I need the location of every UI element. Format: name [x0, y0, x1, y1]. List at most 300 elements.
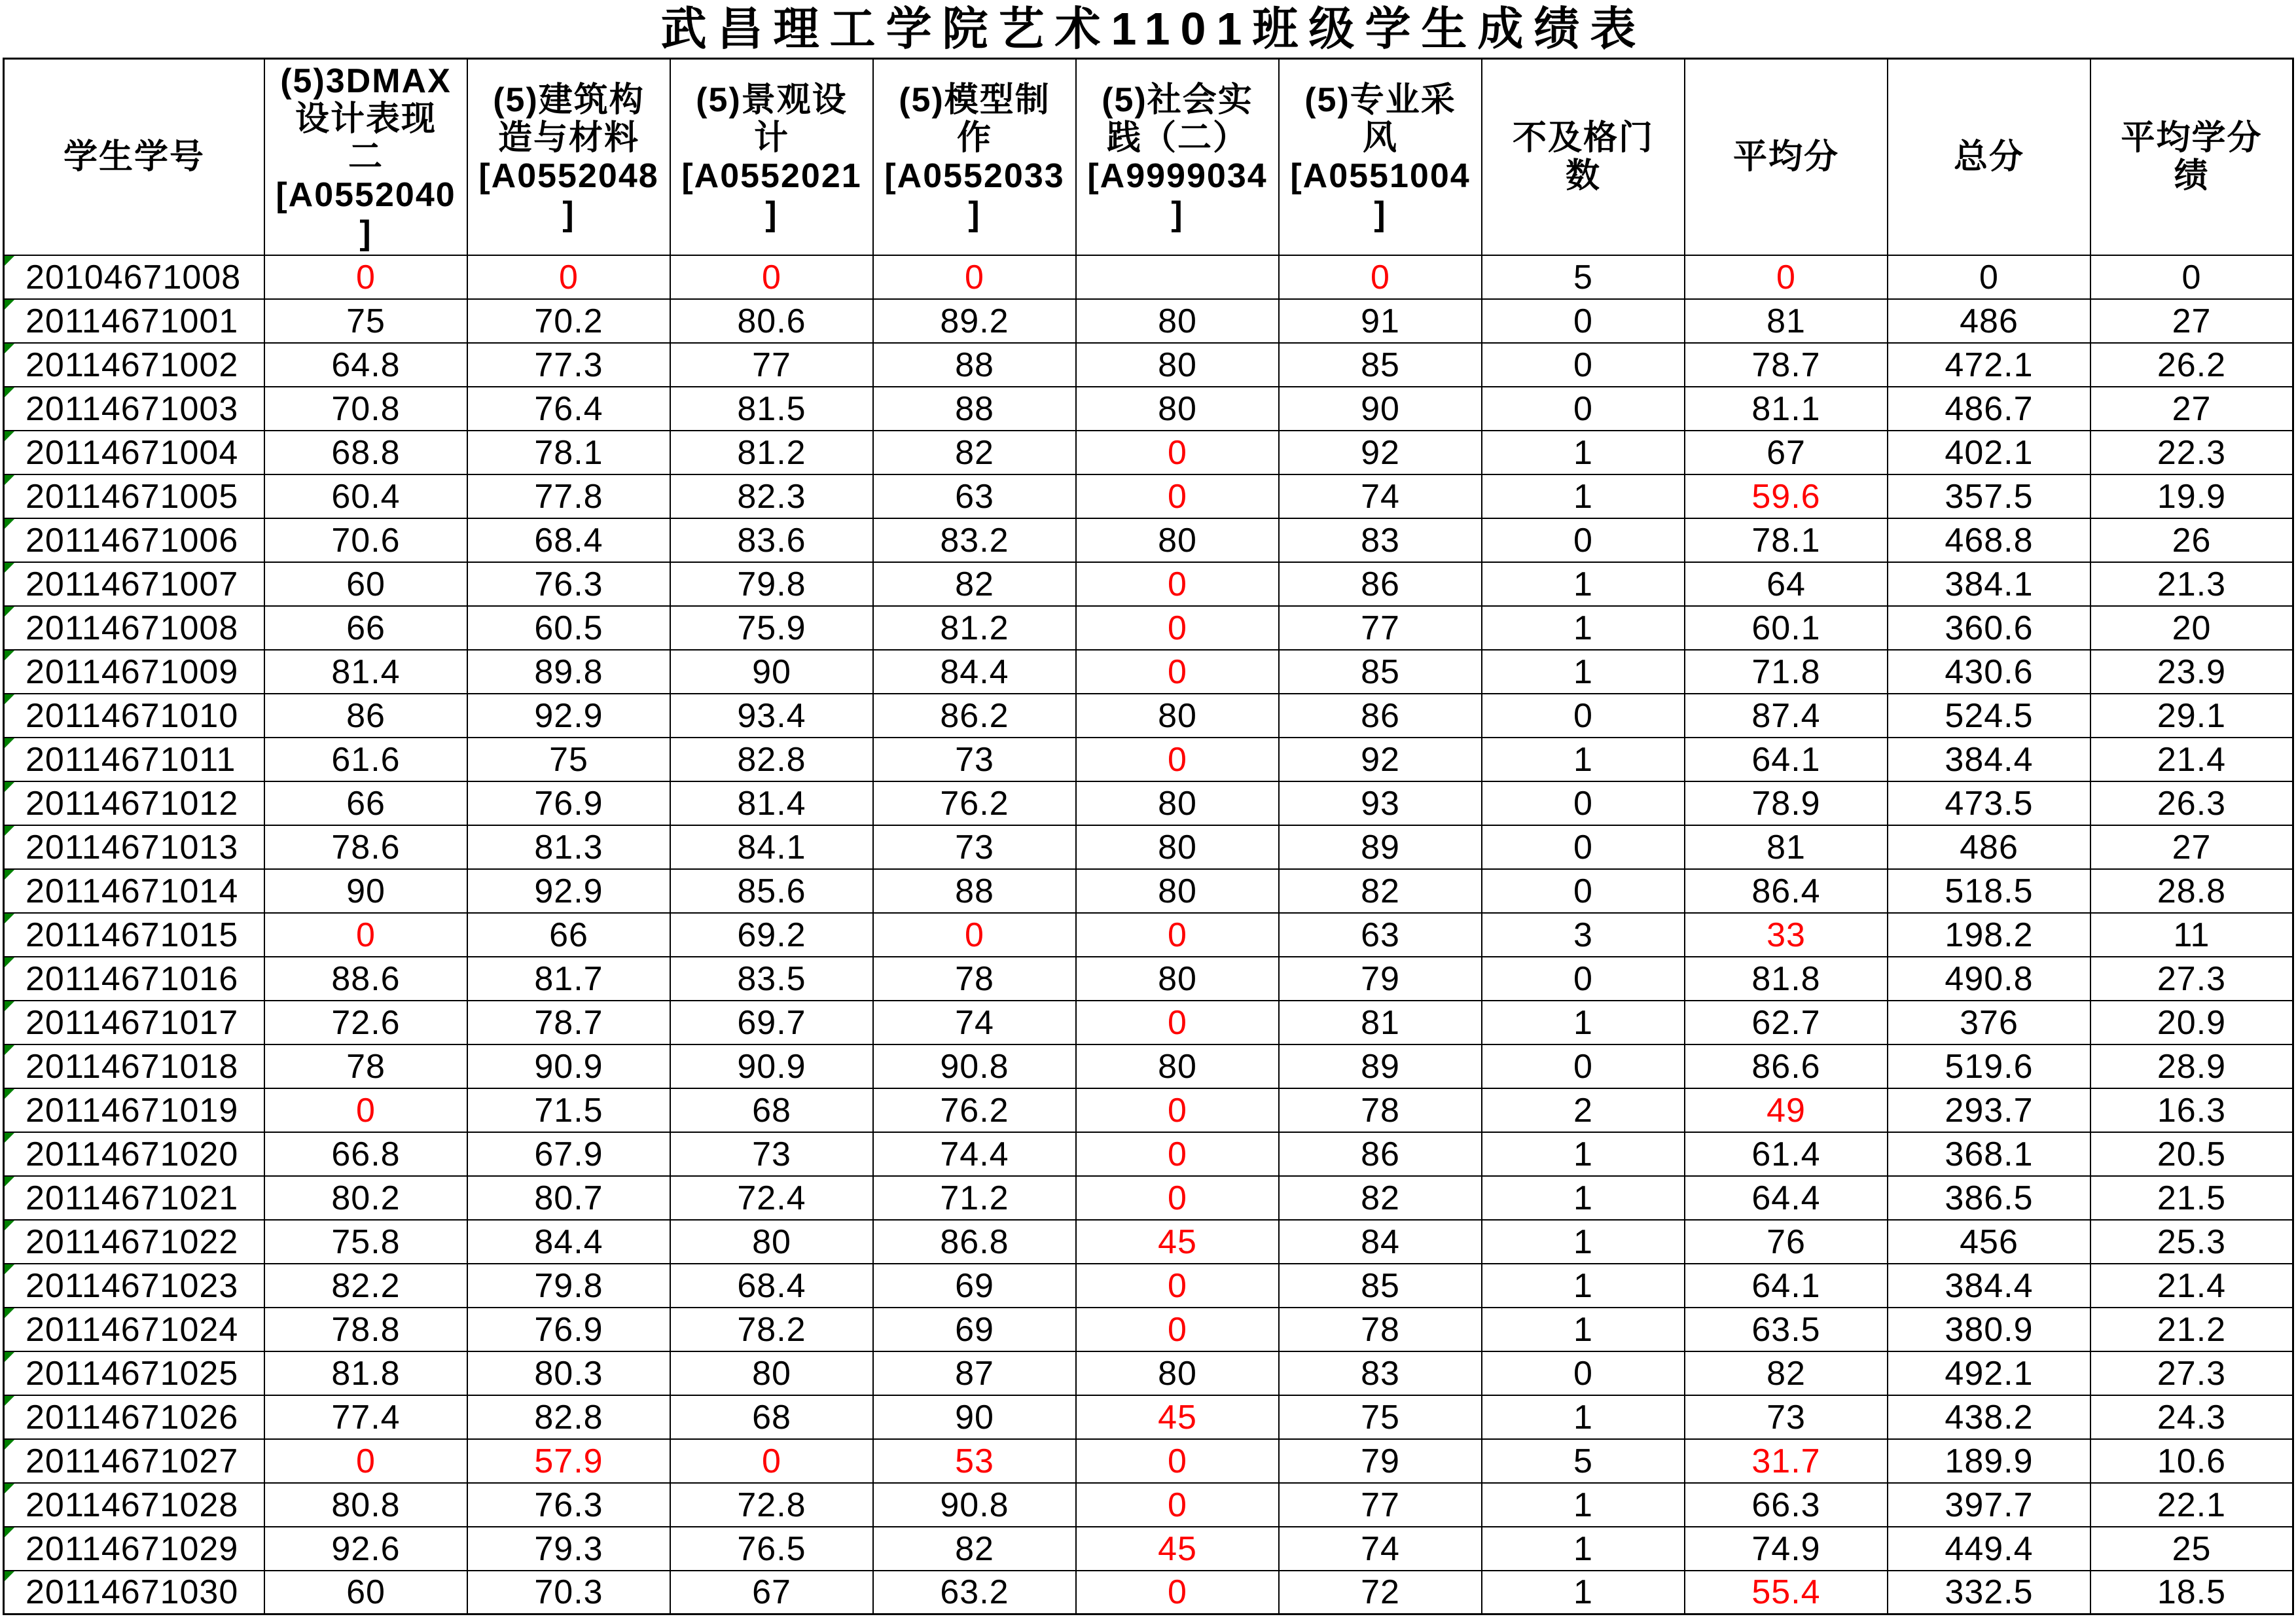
student-id-cell: [5, 1308, 265, 1352]
student-id-value: 20114671006: [26, 521, 239, 560]
3dmax-design-score-cell: [265, 1352, 468, 1396]
failed-course-count-cell: [1482, 387, 1685, 431]
3dmax-design-score-value: 61.6: [331, 740, 401, 779]
building-construction-score-cell: [468, 1221, 671, 1264]
average-score-value: 64.4: [1751, 1179, 1821, 1217]
building-construction-score-value: 68.4: [534, 521, 603, 560]
failed-course-count-value: 1: [1573, 1310, 1593, 1349]
social-practice-score-value: 80: [1158, 521, 1197, 560]
total-score-value: 468.8: [1945, 521, 2034, 560]
social-practice-score-value: 80: [1158, 302, 1197, 340]
social-practice-score-value: 45: [1158, 1529, 1197, 1568]
model-making-score-value: 74: [955, 1003, 994, 1042]
student-id-cell: [5, 475, 265, 519]
number-stored-as-text-indicator-icon: [5, 1221, 14, 1230]
failed-course-count-value: 1: [1573, 1398, 1593, 1436]
header-label-line: 总分: [1953, 138, 2024, 176]
average-score-value: 60.1: [1751, 609, 1821, 647]
social-practice-score-cell: [1077, 1352, 1280, 1396]
building-construction-score-cell: [468, 1396, 671, 1440]
average-credit-gpa-value: 27: [2172, 302, 2212, 340]
total-score-cell: [1888, 1396, 2091, 1440]
landscape-design-score-cell: [671, 475, 874, 519]
number-stored-as-text-indicator-icon: [5, 1001, 14, 1011]
3dmax-design-score-cell: [265, 1133, 468, 1177]
social-practice-score-value: 80: [1158, 1047, 1197, 1086]
3dmax-design-score-value: 0: [356, 1442, 376, 1480]
student-id-cell: [5, 1440, 265, 1484]
field-sketching-score-cell: [1280, 1352, 1482, 1396]
header-field-sketching: [1280, 60, 1482, 256]
failed-course-count-value: 0: [1573, 696, 1593, 735]
model-making-score-value: 63.2: [940, 1573, 1009, 1611]
average-score-cell: [1685, 563, 1888, 607]
average-score-cell: [1685, 431, 1888, 475]
failed-course-count-cell: [1482, 1308, 1685, 1352]
header-label-line: 数: [1565, 157, 1601, 195]
average-credit-gpa-value: 18.5: [2157, 1573, 2227, 1611]
total-score-cell: [1888, 1571, 2091, 1615]
average-credit-gpa-value: 21.4: [2157, 740, 2227, 779]
average-credit-gpa-value: 26.3: [2157, 784, 2227, 823]
3dmax-design-score-value: 86: [346, 696, 386, 735]
landscape-design-score-cell: [671, 914, 874, 957]
number-stored-as-text-indicator-icon: [5, 563, 14, 573]
failed-course-count-cell: [1482, 694, 1685, 738]
average-credit-gpa-value: 27: [2172, 389, 2212, 428]
landscape-design-score-value: 81.5: [737, 389, 806, 428]
model-making-score-cell: [874, 1308, 1077, 1352]
student-id-value: 20114671003: [26, 389, 239, 428]
average-score-cell: [1685, 256, 1888, 300]
total-score-value: 384.1: [1945, 565, 2034, 603]
3dmax-design-score-cell: [265, 607, 468, 651]
field-sketching-score-cell: [1280, 1484, 1482, 1527]
model-making-score-value: 90.8: [940, 1047, 1009, 1086]
student-id-value: 20114671005: [26, 477, 239, 516]
field-sketching-score-cell: [1280, 957, 1482, 1001]
student-id-cell: [5, 738, 265, 782]
building-construction-score-cell: [468, 1133, 671, 1177]
social-practice-score-value: 80: [1158, 784, 1197, 823]
failed-course-count-value: 1: [1573, 433, 1593, 472]
total-score-cell: [1888, 563, 2091, 607]
social-practice-score-cell: [1077, 1484, 1280, 1527]
average-credit-gpa-cell: [2091, 344, 2294, 387]
number-stored-as-text-indicator-icon: [5, 519, 14, 529]
3dmax-design-score-cell: [265, 826, 468, 870]
model-making-score-value: 88: [955, 389, 994, 428]
field-sketching-score-cell: [1280, 256, 1482, 300]
3dmax-design-score-cell: [265, 344, 468, 387]
total-score-cell: [1888, 1133, 2091, 1177]
number-stored-as-text-indicator-icon: [5, 694, 14, 704]
landscape-design-score-cell: [671, 1045, 874, 1089]
social-practice-score-value: 0: [1168, 1486, 1187, 1524]
landscape-design-score-cell: [671, 431, 874, 475]
average-credit-gpa-value: 25: [2172, 1529, 2212, 1568]
model-making-score-cell: [874, 651, 1077, 694]
model-making-score-value: 86.2: [940, 696, 1009, 735]
header-landscape-design: [671, 60, 874, 256]
average-score-cell: [1685, 1221, 1888, 1264]
header-label-line: [A0552048: [478, 157, 659, 195]
header-label-line: 风: [1362, 119, 1398, 157]
failed-course-count-value: 5: [1573, 1442, 1593, 1480]
average-credit-gpa-value: 22.3: [2157, 433, 2227, 472]
average-score-value: 71.8: [1751, 652, 1821, 691]
average-score-value: 78.9: [1751, 784, 1821, 823]
landscape-design-score-cell: [671, 1133, 874, 1177]
field-sketching-score-cell: [1280, 1001, 1482, 1045]
average-score-cell: [1685, 1264, 1888, 1308]
social-practice-score-cell: [1077, 1001, 1280, 1045]
model-making-score-value: 86.8: [940, 1222, 1009, 1261]
total-score-cell: [1888, 1440, 2091, 1484]
building-construction-score-cell: [468, 475, 671, 519]
failed-course-count-value: 2: [1573, 1091, 1593, 1130]
student-id-cell: [5, 519, 265, 563]
model-making-score-cell: [874, 256, 1077, 300]
social-practice-score-cell: [1077, 1440, 1280, 1484]
model-making-score-value: 73: [955, 828, 994, 866]
failed-course-count-value: 0: [1573, 521, 1593, 560]
failed-course-count-value: 1: [1573, 1266, 1593, 1305]
average-credit-gpa-value: 11: [2173, 916, 2210, 954]
building-construction-score-value: 77.8: [534, 477, 603, 516]
header-label-line: ]: [765, 195, 778, 233]
model-making-score-value: 88: [955, 872, 994, 910]
average-score-cell: [1685, 387, 1888, 431]
average-credit-gpa-cell: [2091, 563, 2294, 607]
building-construction-score-value: 76.3: [534, 565, 603, 603]
total-score-value: 384.4: [1945, 1266, 2034, 1305]
failed-course-count-cell: [1482, 1352, 1685, 1396]
failed-course-count-value: 0: [1573, 872, 1593, 910]
field-sketching-score-value: 86: [1361, 696, 1400, 735]
building-construction-score-value: 75: [549, 740, 588, 779]
failed-course-count-cell: [1482, 300, 1685, 344]
field-sketching-score-cell: [1280, 387, 1482, 431]
building-construction-score-cell: [468, 256, 671, 300]
average-credit-gpa-value: 23.9: [2157, 652, 2227, 691]
total-score-value: 293.7: [1945, 1091, 2034, 1130]
student-id-value: 20114671019: [26, 1091, 239, 1130]
social-practice-score-cell: [1077, 1264, 1280, 1308]
student-id-value: 20114671010: [26, 696, 239, 735]
field-sketching-score-value: 85: [1361, 1266, 1400, 1305]
student-id-cell: [5, 431, 265, 475]
landscape-design-score-cell: [671, 300, 874, 344]
average-credit-gpa-value: 28.9: [2157, 1047, 2227, 1086]
model-making-score-cell: [874, 519, 1077, 563]
landscape-design-score-value: 68.4: [737, 1266, 806, 1305]
failed-course-count-cell: [1482, 563, 1685, 607]
3dmax-design-score-cell: [265, 914, 468, 957]
building-construction-score-value: 81.3: [534, 828, 603, 866]
average-score-value: 31.7: [1751, 1442, 1821, 1480]
landscape-design-score-value: 69.7: [737, 1003, 806, 1042]
field-sketching-score-cell: [1280, 1264, 1482, 1308]
model-making-score-value: 78: [955, 959, 994, 998]
3dmax-design-score-cell: [265, 1177, 468, 1221]
student-id-value: 20114671017: [26, 1003, 239, 1042]
field-sketching-score-value: 81: [1361, 1003, 1400, 1042]
average-score-cell: [1685, 782, 1888, 826]
average-score-cell: [1685, 651, 1888, 694]
model-making-score-value: 53: [955, 1442, 994, 1480]
social-practice-score-value: 80: [1158, 872, 1197, 910]
number-stored-as-text-indicator-icon: [5, 738, 14, 748]
model-making-score-value: 0: [965, 916, 984, 954]
failed-course-count-value: 1: [1573, 477, 1593, 516]
header-label-line: (5)建筑构: [493, 81, 645, 119]
model-making-score-cell: [874, 870, 1077, 914]
average-score-cell: [1685, 519, 1888, 563]
average-credit-gpa-cell: [2091, 1527, 2294, 1571]
landscape-design-score-value: 83.5: [737, 959, 806, 998]
building-construction-score-cell: [468, 782, 671, 826]
landscape-design-score-value: 93.4: [737, 696, 806, 735]
social-practice-score-value: 0: [1168, 477, 1187, 516]
average-score-cell: [1685, 1484, 1888, 1527]
model-making-score-value: 82: [955, 1529, 994, 1568]
average-credit-gpa-cell: [2091, 607, 2294, 651]
building-construction-score-value: 92.9: [534, 872, 603, 910]
average-credit-gpa-cell: [2091, 1045, 2294, 1089]
3dmax-design-score-value: 66: [346, 784, 386, 823]
average-credit-gpa-cell: [2091, 1308, 2294, 1352]
building-construction-score-cell: [468, 870, 671, 914]
landscape-design-score-value: 69.2: [737, 916, 806, 954]
number-stored-as-text-indicator-icon: [5, 1484, 14, 1493]
social-practice-score-cell: [1077, 694, 1280, 738]
student-id-value: 20114671026: [26, 1398, 239, 1436]
3dmax-design-score-cell: [265, 563, 468, 607]
model-making-score-value: 89.2: [940, 302, 1009, 340]
student-id-cell: [5, 607, 265, 651]
number-stored-as-text-indicator-icon: [5, 344, 14, 353]
failed-course-count-value: 1: [1573, 652, 1593, 691]
field-sketching-score-cell: [1280, 651, 1482, 694]
building-construction-score-value: 82.8: [534, 1398, 603, 1436]
student-id-cell: [5, 256, 265, 300]
header-average-score: [1685, 60, 1888, 256]
3dmax-design-score-value: 0: [356, 916, 376, 954]
landscape-design-score-value: 0: [762, 1442, 781, 1480]
student-id-value: 20114671012: [26, 784, 239, 823]
social-practice-score-cell: [1077, 914, 1280, 957]
3dmax-design-score-value: 68.8: [331, 433, 401, 472]
number-stored-as-text-indicator-icon: [5, 826, 14, 836]
3dmax-design-score-value: 60.4: [331, 477, 401, 516]
landscape-design-score-value: 80: [752, 1354, 791, 1393]
building-construction-score-cell: [468, 738, 671, 782]
model-making-score-cell: [874, 782, 1077, 826]
field-sketching-score-cell: [1280, 1396, 1482, 1440]
3dmax-design-score-cell: [265, 870, 468, 914]
model-making-score-cell: [874, 694, 1077, 738]
total-score-cell: [1888, 607, 2091, 651]
building-construction-score-cell: [468, 1571, 671, 1615]
student-id-cell: [5, 1352, 265, 1396]
social-practice-score-cell: [1077, 1045, 1280, 1089]
total-score-value: 518.5: [1945, 872, 2034, 910]
model-making-score-cell: [874, 957, 1077, 1001]
average-credit-gpa-cell: [2091, 1001, 2294, 1045]
field-sketching-score-value: 86: [1361, 1135, 1400, 1173]
student-id-value: 20114671001: [26, 302, 239, 340]
building-construction-score-value: 0: [559, 258, 579, 296]
3dmax-design-score-cell: [265, 1440, 468, 1484]
model-making-score-value: 71.2: [940, 1179, 1009, 1217]
social-practice-score-value: 80: [1158, 1354, 1197, 1393]
total-score-cell: [1888, 1001, 2091, 1045]
number-stored-as-text-indicator-icon: [5, 914, 14, 923]
total-score-cell: [1888, 957, 2091, 1001]
model-making-score-cell: [874, 1221, 1077, 1264]
student-id-value: 20114671014: [26, 872, 239, 910]
student-id-cell: [5, 1396, 265, 1440]
failed-course-count-value: 5: [1573, 258, 1593, 296]
field-sketching-score-value: 0: [1371, 258, 1390, 296]
total-score-cell: [1888, 1352, 2091, 1396]
student-id-cell: [5, 1221, 265, 1264]
total-score-value: 332.5: [1945, 1573, 2034, 1611]
failed-course-count-cell: [1482, 1264, 1685, 1308]
average-score-cell: [1685, 300, 1888, 344]
header-label-line: 绩: [2174, 157, 2210, 195]
header-label-line: 不及格门: [1512, 119, 1654, 157]
total-score-value: 189.9: [1945, 1442, 2034, 1480]
3dmax-design-score-value: 60: [346, 565, 386, 603]
average-score-value: 59.6: [1751, 477, 1821, 516]
average-credit-gpa-value: 19.9: [2157, 477, 2227, 516]
3dmax-design-score-cell: [265, 300, 468, 344]
3dmax-design-score-value: 92.6: [331, 1529, 401, 1568]
number-stored-as-text-indicator-icon: [5, 1527, 14, 1537]
3dmax-design-score-cell: [265, 431, 468, 475]
total-score-value: 519.6: [1945, 1047, 2034, 1086]
total-score-cell: [1888, 1527, 2091, 1571]
model-making-score-cell: [874, 1396, 1077, 1440]
building-construction-score-cell: [468, 607, 671, 651]
total-score-value: 0: [1979, 258, 1999, 296]
social-practice-score-cell: [1077, 431, 1280, 475]
total-score-cell: [1888, 1045, 2091, 1089]
landscape-design-score-cell: [671, 738, 874, 782]
building-construction-score-value: 90.9: [534, 1047, 603, 1086]
failed-course-count-cell: [1482, 1089, 1685, 1133]
number-stored-as-text-indicator-icon: [5, 1177, 14, 1186]
building-construction-score-cell: [468, 914, 671, 957]
student-id-cell: [5, 826, 265, 870]
failed-course-count-cell: [1482, 1396, 1685, 1440]
failed-course-count-cell: [1482, 782, 1685, 826]
model-making-score-value: 69: [955, 1266, 994, 1305]
student-id-value: 20114671027: [26, 1442, 239, 1480]
student-id-value: 20114671002: [26, 346, 239, 384]
average-score-value: 64.1: [1751, 740, 1821, 779]
header-model-making: [874, 60, 1077, 256]
landscape-design-score-cell: [671, 1440, 874, 1484]
building-construction-score-cell: [468, 563, 671, 607]
3dmax-design-score-cell: [265, 1571, 468, 1615]
student-id-value: 20114671025: [26, 1354, 239, 1393]
total-score-cell: [1888, 694, 2091, 738]
student-id-cell: [5, 1527, 265, 1571]
average-score-value: 63.5: [1751, 1310, 1821, 1349]
average-score-value: 76: [1767, 1222, 1806, 1261]
building-construction-score-value: 70.2: [534, 302, 603, 340]
average-score-value: 0: [1776, 258, 1796, 296]
total-score-cell: [1888, 738, 2091, 782]
3dmax-design-score-value: 72.6: [331, 1003, 401, 1042]
student-id-value: 20114671011: [26, 740, 236, 779]
average-score-value: 86.6: [1751, 1047, 1821, 1086]
number-stored-as-text-indicator-icon: [5, 870, 14, 880]
total-score-cell: [1888, 1484, 2091, 1527]
header-label-line: [A0551004: [1290, 157, 1471, 195]
number-stored-as-text-indicator-icon: [5, 1571, 14, 1581]
average-credit-gpa-cell: [2091, 387, 2294, 431]
landscape-design-score-value: 68: [752, 1398, 791, 1436]
header-label-line: 践（二）: [1106, 119, 1248, 157]
failed-course-count-value: 3: [1573, 916, 1593, 954]
field-sketching-score-value: 85: [1361, 652, 1400, 691]
total-score-value: 402.1: [1945, 433, 2034, 472]
total-score-value: 472.1: [1945, 346, 2034, 384]
social-practice-score-value: 0: [1168, 652, 1187, 691]
total-score-cell: [1888, 475, 2091, 519]
3dmax-design-score-value: 75: [346, 302, 386, 340]
average-score-cell: [1685, 1045, 1888, 1089]
landscape-design-score-value: 82.3: [737, 477, 806, 516]
model-making-score-value: 82: [955, 433, 994, 472]
building-construction-score-cell: [468, 387, 671, 431]
landscape-design-score-value: 84.1: [737, 828, 806, 866]
3dmax-design-score-value: 81.4: [331, 652, 401, 691]
average-credit-gpa-cell: [2091, 1352, 2294, 1396]
building-construction-score-cell: [468, 1527, 671, 1571]
model-making-score-value: 63: [955, 477, 994, 516]
average-score-value: 81.1: [1751, 389, 1821, 428]
field-sketching-score-cell: [1280, 826, 1482, 870]
student-id-cell: [5, 914, 265, 957]
number-stored-as-text-indicator-icon: [5, 782, 14, 792]
3dmax-design-score-cell: [265, 475, 468, 519]
building-construction-score-cell: [468, 1352, 671, 1396]
total-score-value: 386.5: [1945, 1179, 2034, 1217]
header-social-practice: [1077, 60, 1280, 256]
building-construction-score-cell: [468, 431, 671, 475]
total-score-cell: [1888, 826, 2091, 870]
building-construction-score-value: 80.3: [534, 1354, 603, 1393]
average-credit-gpa-value: 22.1: [2157, 1486, 2227, 1524]
model-making-score-cell: [874, 1001, 1077, 1045]
average-score-value: 49: [1767, 1091, 1806, 1130]
3dmax-design-score-cell: [265, 256, 468, 300]
social-practice-score-value: 0: [1168, 1442, 1187, 1480]
average-credit-gpa-value: 24.3: [2157, 1398, 2227, 1436]
header-label-line: ]: [1374, 195, 1387, 233]
landscape-design-score-value: 79.8: [737, 565, 806, 603]
student-id-value: 20104671008: [26, 258, 242, 296]
building-construction-score-cell: [468, 1484, 671, 1527]
average-score-value: 64.1: [1751, 1266, 1821, 1305]
landscape-design-score-value: 73: [752, 1135, 791, 1173]
landscape-design-score-value: 90.9: [737, 1047, 806, 1086]
